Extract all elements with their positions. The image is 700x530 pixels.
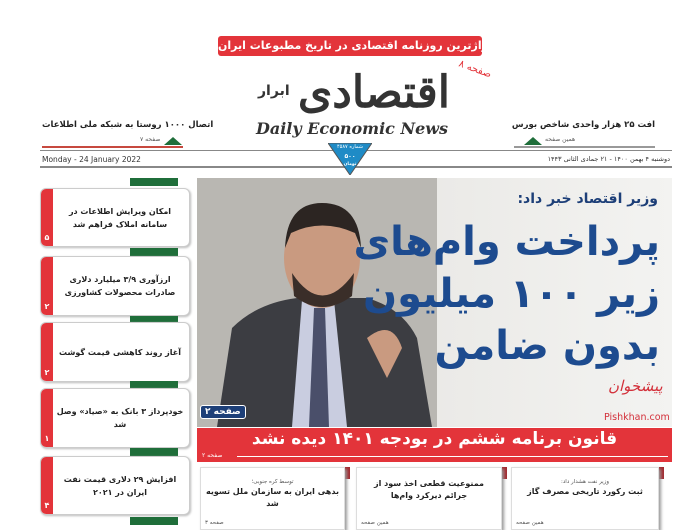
teaser-right[interactable]: افت ۲۵ هزار واحدی شاخص بورس: [511, 120, 655, 130]
page-number: ۴: [44, 501, 50, 510]
logo-small: ابرار: [258, 83, 290, 99]
story-title: ثبت رکورد تاریخی مصرف گاز: [527, 487, 643, 496]
masthead-banner: پرتیراژترین روزنامه اقتصادی در تاریخ مطبوعات ایران: [218, 36, 482, 56]
lead-headline-line: بدون ضامن: [434, 323, 660, 369]
teaser-left-page: صفحه ۷: [140, 136, 161, 143]
story-title: بدهی ایران به سازمان ملل تسویه شد: [206, 487, 339, 508]
sidebar-text: امکان ویرایش اطلاعات در سامانه املاک فراهم شد: [68, 206, 172, 229]
price-unit: تومان: [343, 162, 357, 167]
lead-headline-line: زیر ۱۰۰ میلیون: [362, 271, 660, 317]
page-count: ۸ صفحه: [457, 58, 493, 81]
lead-page: صفحه ۲: [200, 405, 246, 419]
issue-number: شماره ۴۵۸۷: [337, 144, 363, 150]
ribbon: [130, 248, 178, 256]
second-headline-title: قانون برنامه ششم در بودجه ۱۴۰۱ دیده نشد: [251, 429, 618, 449]
triangle-icon: [164, 137, 182, 145]
story-kicker: توسط کره جنوبی؛: [251, 479, 294, 485]
sidebar-text: افزایش ۲۹ دلاری قیمت نفت ایران در ۲۰۲۱: [63, 474, 177, 497]
bottom-story[interactable]: [511, 467, 659, 530]
sidebar-item[interactable]: [40, 456, 190, 515]
page-number: ۲: [44, 302, 50, 311]
date-english: Monday - 24 January 2022: [42, 155, 141, 164]
teaser-right-page: همین صفحه: [545, 136, 576, 143]
lead-kicker: وزیر اقتصاد خبر داد:: [517, 191, 658, 207]
sidebar-text: آغاز روند کاهشی قیمت گوشت: [59, 347, 181, 357]
page-number: ۱: [44, 434, 50, 443]
date-persian: دوشنبه ۴ بهمن ۱۴۰۰ - ۲۱ جمادی الثانی ۱۴۴۳: [547, 155, 670, 163]
second-headline-page: صفحه ۲: [202, 452, 223, 459]
story-page: صفحه ۳: [205, 520, 224, 526]
sidebar-item[interactable]: [40, 188, 190, 247]
teaser-left[interactable]: اتصال ۱۰۰۰ روستا به شبکه ملی اطلاعات: [42, 120, 214, 130]
watermark-persian: پیشخوان: [608, 377, 663, 395]
watermark-english: Pishkhan.com: [604, 412, 670, 423]
divider: [42, 146, 183, 148]
issue-badge: [328, 143, 372, 175]
logo-english: Daily Economic News: [255, 119, 449, 138]
divider: [514, 146, 655, 148]
sidebar-text: ارزآوری ۳/۹ میلیارد دلاری صادرات محصولات کشاورزی: [64, 275, 176, 297]
logo-persian: اقتصادی: [297, 67, 450, 118]
story-title: ممنوعیت قطعی اخذ سود از جرائم دیرکرد وام‌ها: [373, 479, 485, 500]
sidebar-text: خودپرداز ۳ بانک به «صیاد» وصل شد: [56, 407, 184, 429]
divider: [237, 456, 668, 457]
bottom-story[interactable]: [200, 467, 345, 530]
page-number: ۵: [44, 233, 50, 242]
lead-story[interactable]: [197, 178, 672, 427]
bottom-story[interactable]: [356, 467, 502, 530]
price-value: ۵۰۰: [344, 153, 356, 160]
second-headline[interactable]: [197, 428, 672, 462]
story-kicker: وزیر نفت هشدار داد:: [561, 479, 609, 485]
ribbon: [130, 448, 178, 456]
sidebar-item[interactable]: [40, 322, 190, 382]
triangle-icon: [524, 137, 542, 145]
story-page: همین صفحه: [361, 520, 389, 526]
issue-price: [328, 153, 372, 168]
page-number: ۲: [44, 368, 50, 377]
sidebar-item[interactable]: [40, 388, 190, 448]
ribbon: [130, 517, 178, 525]
ribbon: [130, 178, 178, 186]
sidebar-item[interactable]: [40, 256, 190, 316]
lead-headline-line: پرداخت وام‌های: [353, 219, 660, 265]
story-page: همین صفحه: [516, 520, 544, 526]
